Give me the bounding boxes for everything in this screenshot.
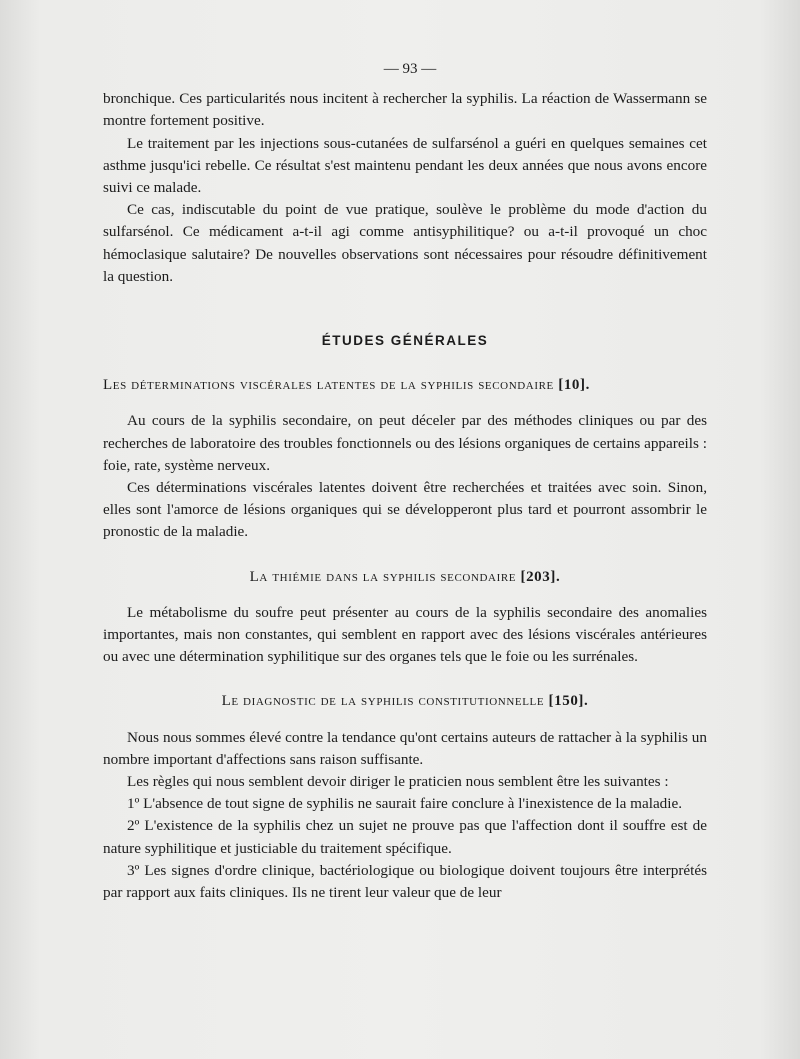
paragraph: Ce cas, indiscutable du point de vue pratique, soulève le problème du mode d'action du sulfarsénol. Ce médicament a-t-il agi comme antisyphilitique? ou a-t-il provoqué un choc hémoclasique salutaire? De nouvelles observations sont nécessaires pour résoudre définitivement la question. [103,201,707,285]
list-item: 1º L'absence de tout signe de syphilis ne saurait faire conclure à l'inexistence de la maladie. [127,795,683,813]
paragraph: Nous nous sommes élevé contre la tendance qu'ont certains auteurs de rattacher à la syphilis un nombre important d'affections sans raison suffisante. [103,728,707,768]
list-item: 3º Les signes d'ordre clinique, bactériologique ou biologique doivent toujours être interprétés par rapport aux faits cliniques. Ils ne tirent leur valeur que de leur [103,861,707,902]
paragraph: Le métabolisme du soufre peut présenter au cours de la syphilis secondaire des anomalies importantes, mais non constantes, qui semblent en rapport avec des lésions viscérales antérieures ou avec une détermination syphilitique sur des organes tels que le foie ou les surrénales. [103,603,707,666]
subsection-heading-text: Le diagnostic de la syphilis constitutionnelle [221,693,545,710]
reference-number: [10]. [558,377,590,394]
subsection-heading [103,690,707,712]
subsection-heading-text: Les déterminations viscérales latentes de la syphilis secondaire [103,377,554,394]
reference-number: [150]. [548,693,589,710]
paragraph: Ces déterminations viscérales latentes doivent être recherchées et traitées avec soin. Sinon, elles sont l'amorce de lésions organiques qui se développeront plus tard et pourront assombrir le pronostic de la maladie. [103,479,707,541]
list-item: 2º L'existence de la syphilis chez un sujet ne prouve pas que l'affection dont il souffre est de nature syphilitique et justiciable du traitement spécifique. [103,817,707,857]
reference-number: [203]. [520,568,561,585]
page-number: — 93 — [383,61,437,77]
subsection-heading [103,566,707,588]
page-content [103,58,707,904]
subsection-heading-text: La thiémie dans la syphilis secondaire [249,568,517,585]
subsection-heading [103,374,707,396]
paragraph: Au cours de la syphilis secondaire, on peut déceler par des méthodes cliniques ou par des recherches de laboratoire des troubles fonctionnels ou des lésions organiques de certains appareils : foie, rate, système nerveux. [103,412,707,474]
paragraph: Les règles qui nous semblent devoir diriger le praticien nous semblent être les suivantes : [127,773,669,791]
paragraph: Le traitement par les injections sous-cutanées de sulfarsénol a guéri en quelques semaines cet asthme jusqu'ici rebelle. Ce résultat s'est maintenu pendant les deux années que nous avons encore suivi ce malade. [103,134,707,197]
paragraph: bronchique. Ces particularités nous incitent à rechercher la syphilis. La réaction de Wassermann se montre fortement positive. [103,90,707,130]
section-title: ÉTUDES GÉNÉRALES [321,333,489,349]
